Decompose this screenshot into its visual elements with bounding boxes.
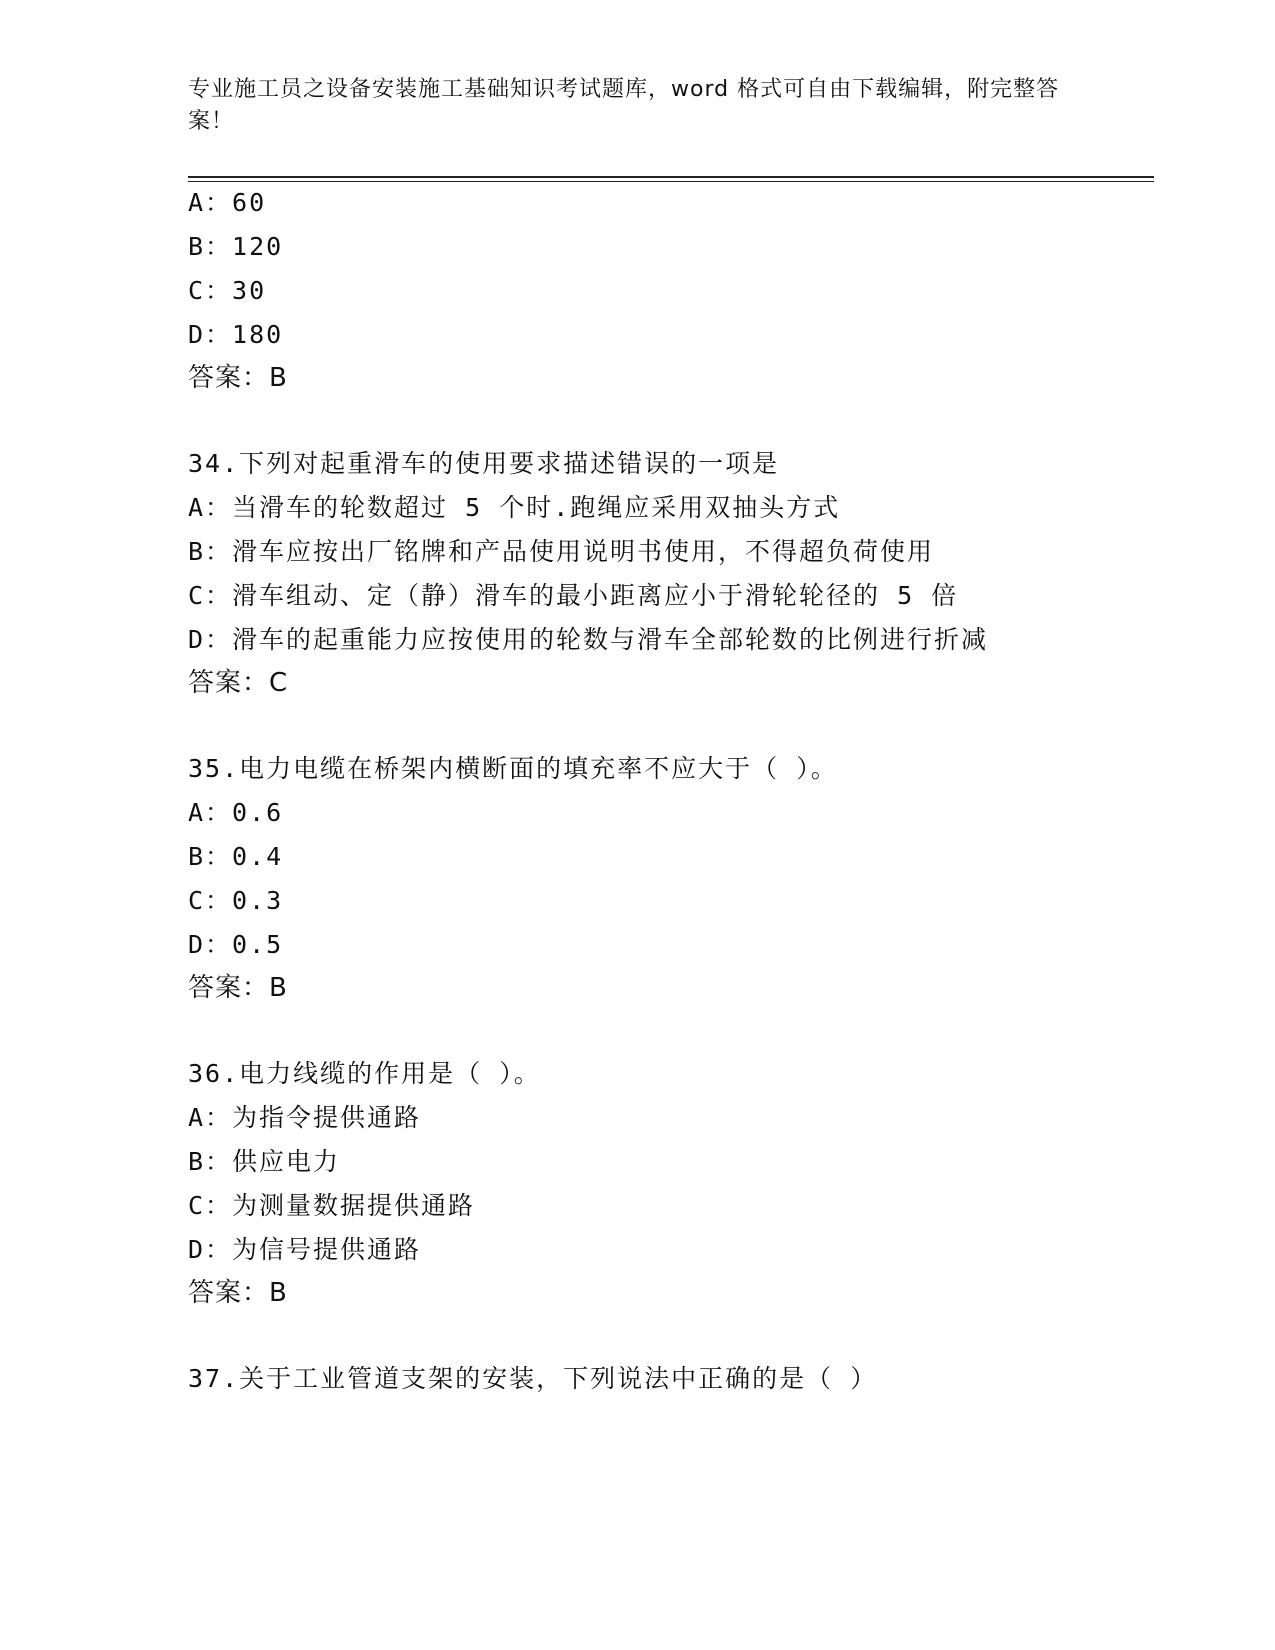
question-stem: 34.下列对起重滑车的使用要求描述错误的一项是 <box>188 449 780 478</box>
answer: 答案：C <box>188 668 289 698</box>
option-a: A：为指令提供通路 <box>188 1103 422 1132</box>
document-header: 专业施工员之设备安装施工基础知识考试题库，word 格式可自由下载编辑，附完整答案！ <box>188 77 1060 134</box>
option-d: D：为信号提供通路 <box>188 1235 422 1264</box>
option-b: B：滑车应按出厂铭牌和产品使用说明书使用，不得超负荷使用 <box>188 537 935 566</box>
option-c: C：为测量数据提供通路 <box>188 1191 476 1220</box>
option-c: C：30 <box>188 276 267 305</box>
answer: 答案：B <box>188 363 288 393</box>
answer: 答案：B <box>188 1278 288 1308</box>
option-a: A：0.6 <box>188 798 284 827</box>
option-d: D：180 <box>188 320 284 349</box>
option-d: D：滑车的起重能力应按使用的轮数与滑车全部轮数的比例进行折减 <box>188 625 989 654</box>
option-a: A：当滑车的轮数超过 5 个时.跑绳应采用双抽头方式 <box>188 493 841 522</box>
option-c: C：0.3 <box>188 886 284 915</box>
option-c: C：滑车组动、定（静）滑车的最小距离应小于滑轮轮径的 5 倍 <box>188 581 959 610</box>
option-b: B：供应电力 <box>188 1147 341 1176</box>
question-stem: 37.关于工业管道支架的安装，下列说法中正确的是（ ） <box>188 1364 878 1393</box>
option-d: D：0.5 <box>188 930 284 959</box>
header-divider <box>188 176 1154 182</box>
option-b: B：0.4 <box>188 842 284 871</box>
option-b: B：120 <box>188 232 284 261</box>
answer: 答案：B <box>188 973 288 1003</box>
question-stem: 36.电力线缆的作用是（ ）。 <box>188 1059 541 1088</box>
option-a: A：60 <box>188 188 267 217</box>
question-stem: 35.电力电缆在桥架内横断面的填充率不应大于（ ）。 <box>188 754 838 783</box>
